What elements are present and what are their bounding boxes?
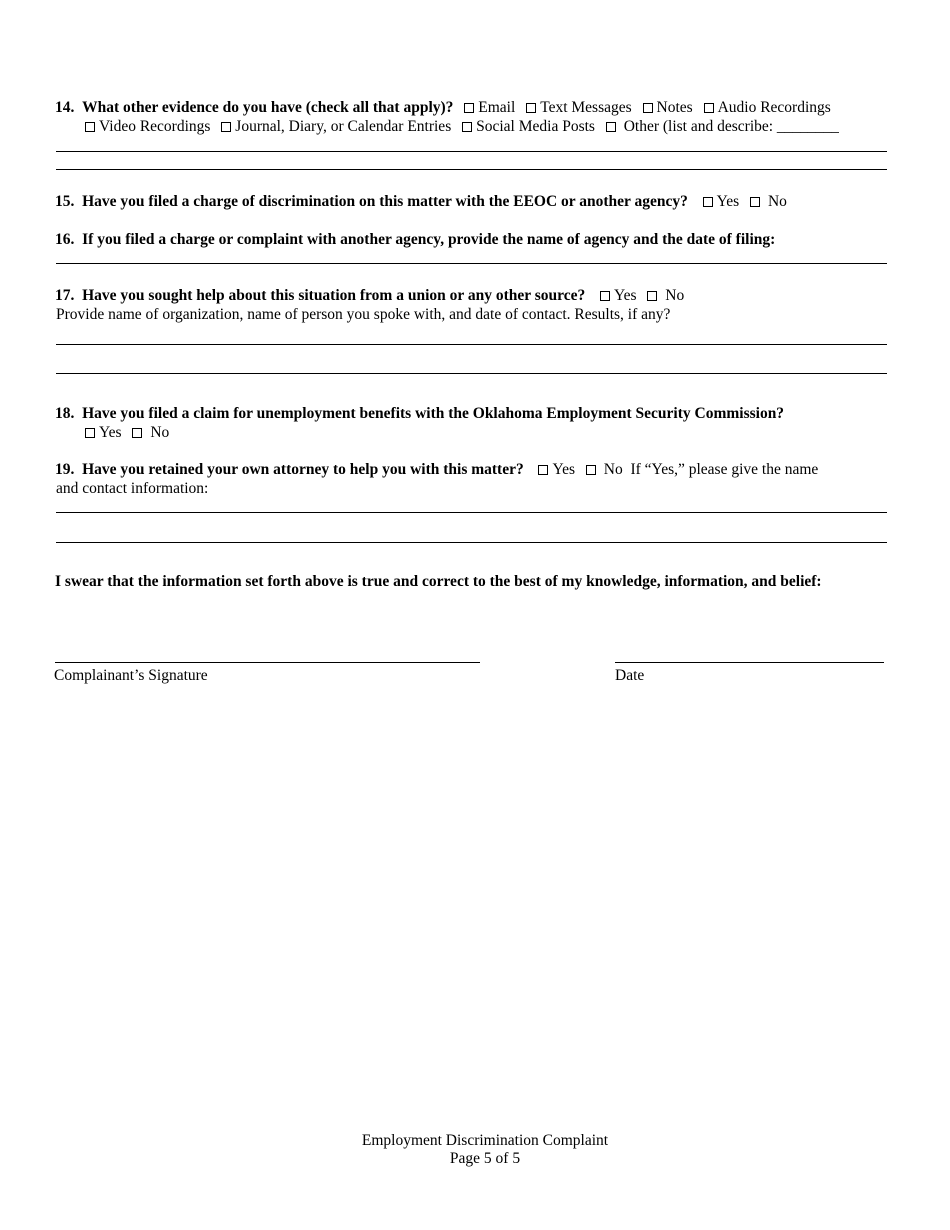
question-18-text: Have you filed a claim for unemployment benefits with the Oklahoma Employment Security Commission? [82,405,785,422]
q14-options-line2 [85,118,839,136]
question-16 [55,231,775,249]
footer-title: Employment Discrimination Complaint [361,1132,609,1149]
signature-label: Complainant’s Signature [54,667,208,684]
checkbox-icon [647,291,657,301]
q19-followup-continued: and contact information: [56,480,209,497]
question-15-text: Have you filed a charge of discrimination on this matter with the EEOC or another agency? [82,193,688,210]
question-19-text: Have you retained your own attorney to help you with this matter? [82,461,524,478]
q19-answer-line-2[interactable] [56,542,887,543]
checkbox-icon [462,122,472,132]
q14-options-line1 [457,99,831,116]
checkbox-icon [586,465,596,475]
q14-answer-line-2[interactable] [56,169,887,170]
question-16-number: 16. [55,231,75,248]
checkbox-social-media-posts[interactable]: Social Media Posts [462,118,595,135]
q19-answer-line-1[interactable] [56,512,887,513]
checkbox-text-messages[interactable]: Text Messages [526,99,631,116]
q18-checkbox-yes[interactable]: Yes [85,424,122,441]
checkbox-other[interactable]: Other (list and describe: ________ [606,118,839,135]
q14-answer-line-1[interactable] [56,151,887,152]
q17-checkbox-yes[interactable]: Yes [600,287,637,304]
question-19-number: 19. [55,461,75,478]
question-14-number: 14. [55,99,75,116]
question-16-text: If you filed a charge or complaint with another agency, provide the name of agency and the date of filing: [82,231,776,248]
checkbox-icon [526,103,536,113]
checkbox-icon [85,428,95,438]
question-17-text: Have you sought help about this situation from a union or any other source? [82,287,586,304]
q17-instruction: Provide name of organization, name of person you spoke with, and date of contact. Results, if any? [56,306,671,323]
checkbox-icon [132,428,142,438]
checkbox-video-recordings[interactable]: Video Recordings [85,118,210,135]
q17-checkbox-no[interactable]: No [647,287,684,304]
q15-checkbox-yes[interactable]: Yes [703,193,740,210]
checkbox-audio-recordings[interactable]: Audio Recordings [704,99,831,116]
footer-page-number: Page 5 of 5 [449,1150,521,1167]
question-17 [55,287,684,305]
checkbox-icon [464,103,474,113]
q18-options [85,424,169,442]
checkbox-icon [703,197,713,207]
question-18-number: 18. [55,405,75,422]
question-18 [55,405,784,423]
checkbox-icon [643,103,653,113]
checkbox-icon [750,197,760,207]
question-15-number: 15. [55,193,75,210]
date-line[interactable] [615,662,884,663]
date-label: Date [615,667,645,684]
q19-checkbox-no[interactable]: No [586,461,623,478]
q15-checkbox-no[interactable]: No [750,193,787,210]
question-14 [55,99,831,117]
checkbox-icon [85,122,95,132]
signature-line[interactable] [55,662,480,663]
checkbox-icon [704,103,714,113]
question-17-number: 17. [55,287,75,304]
q17-answer-line-1[interactable] [56,344,887,345]
checkbox-journal-diary-calendar[interactable]: Journal, Diary, or Calendar Entries [221,118,451,135]
checkbox-notes[interactable]: Notes [643,99,693,116]
q18-checkbox-no[interactable]: No [132,424,169,441]
q16-answer-line[interactable] [56,263,887,264]
checkbox-icon [600,291,610,301]
q19-followup: If “Yes,” please give the name [630,461,819,478]
checkbox-icon [221,122,231,132]
question-15 [55,193,787,211]
q17-answer-line-2[interactable] [56,373,887,374]
checkbox-email[interactable]: Email [464,99,515,116]
oath-statement: I swear that the information set forth above is true and correct to the best of my knowledge, information, and belief: [55,573,822,590]
q19-checkbox-yes[interactable]: Yes [538,461,575,478]
checkbox-icon [606,122,616,132]
question-14-text: What other evidence do you have (check all that apply)? [82,99,454,116]
question-19 [55,461,818,479]
checkbox-icon [538,465,548,475]
